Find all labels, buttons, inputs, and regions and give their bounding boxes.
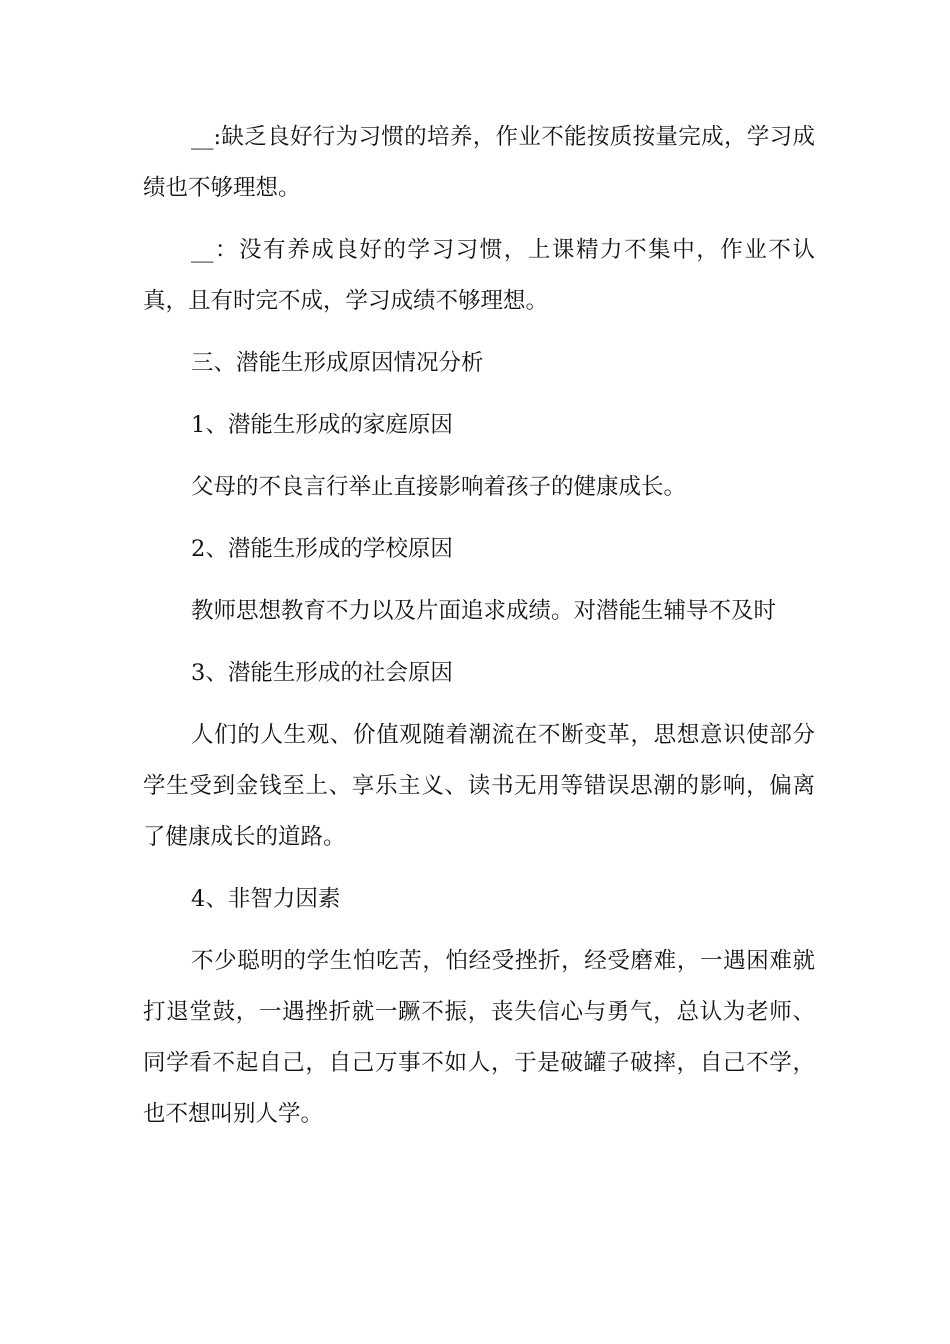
paragraph-social-causes: 人们的人生观、价值观随着潮流在不断变革，思想意识使部分学生受到金钱至上、享乐主义、读书无用等错误思潮的影响，偏离了健康成长的道路。 [143, 722, 815, 850]
paragraph-family-causes: 父母的不良言行举止直接影响着孩子的健康成长。 [191, 474, 687, 500]
subheading-family-causes: 1、潜能生形成的家庭原因 [191, 412, 453, 438]
subheading-social-causes: 3、潜能生形成的社会原因 [191, 660, 453, 686]
document-page [143, 112, 815, 1151]
subheading-school-causes: 2、潜能生形成的学校原因 [191, 536, 453, 562]
section-heading-causes: 三、潜能生形成原因情况分析 [191, 350, 484, 376]
paragraph-non-intellectual-factors: 不少聪明的学生怕吃苦，怕经受挫折，经受磨难，一遇困难就打退堂鼓，一遇挫折就一蹶不振，丧失信心与勇气，总认为老师、同学看不起自己，自己万事不如人，于是破罐子破摔，自己不学，也不想叫别人学。 [143, 948, 815, 1127]
paragraph-behavior-habits: __:缺乏良好行为习惯的培养，作业不能按质按量完成，学习成绩也不够理想。 [143, 124, 815, 201]
paragraph-study-habits: __：没有养成良好的学习习惯，上课精力不集中，作业不认真，且有时完不成，学习成绩不够理想。 [143, 237, 815, 314]
subheading-non-intellectual-factors: 4、非智力因素 [191, 886, 341, 912]
paragraph-school-causes: 教师思想教育不力以及片面追求成绩。对潜能生辅导不及时 [191, 598, 777, 624]
